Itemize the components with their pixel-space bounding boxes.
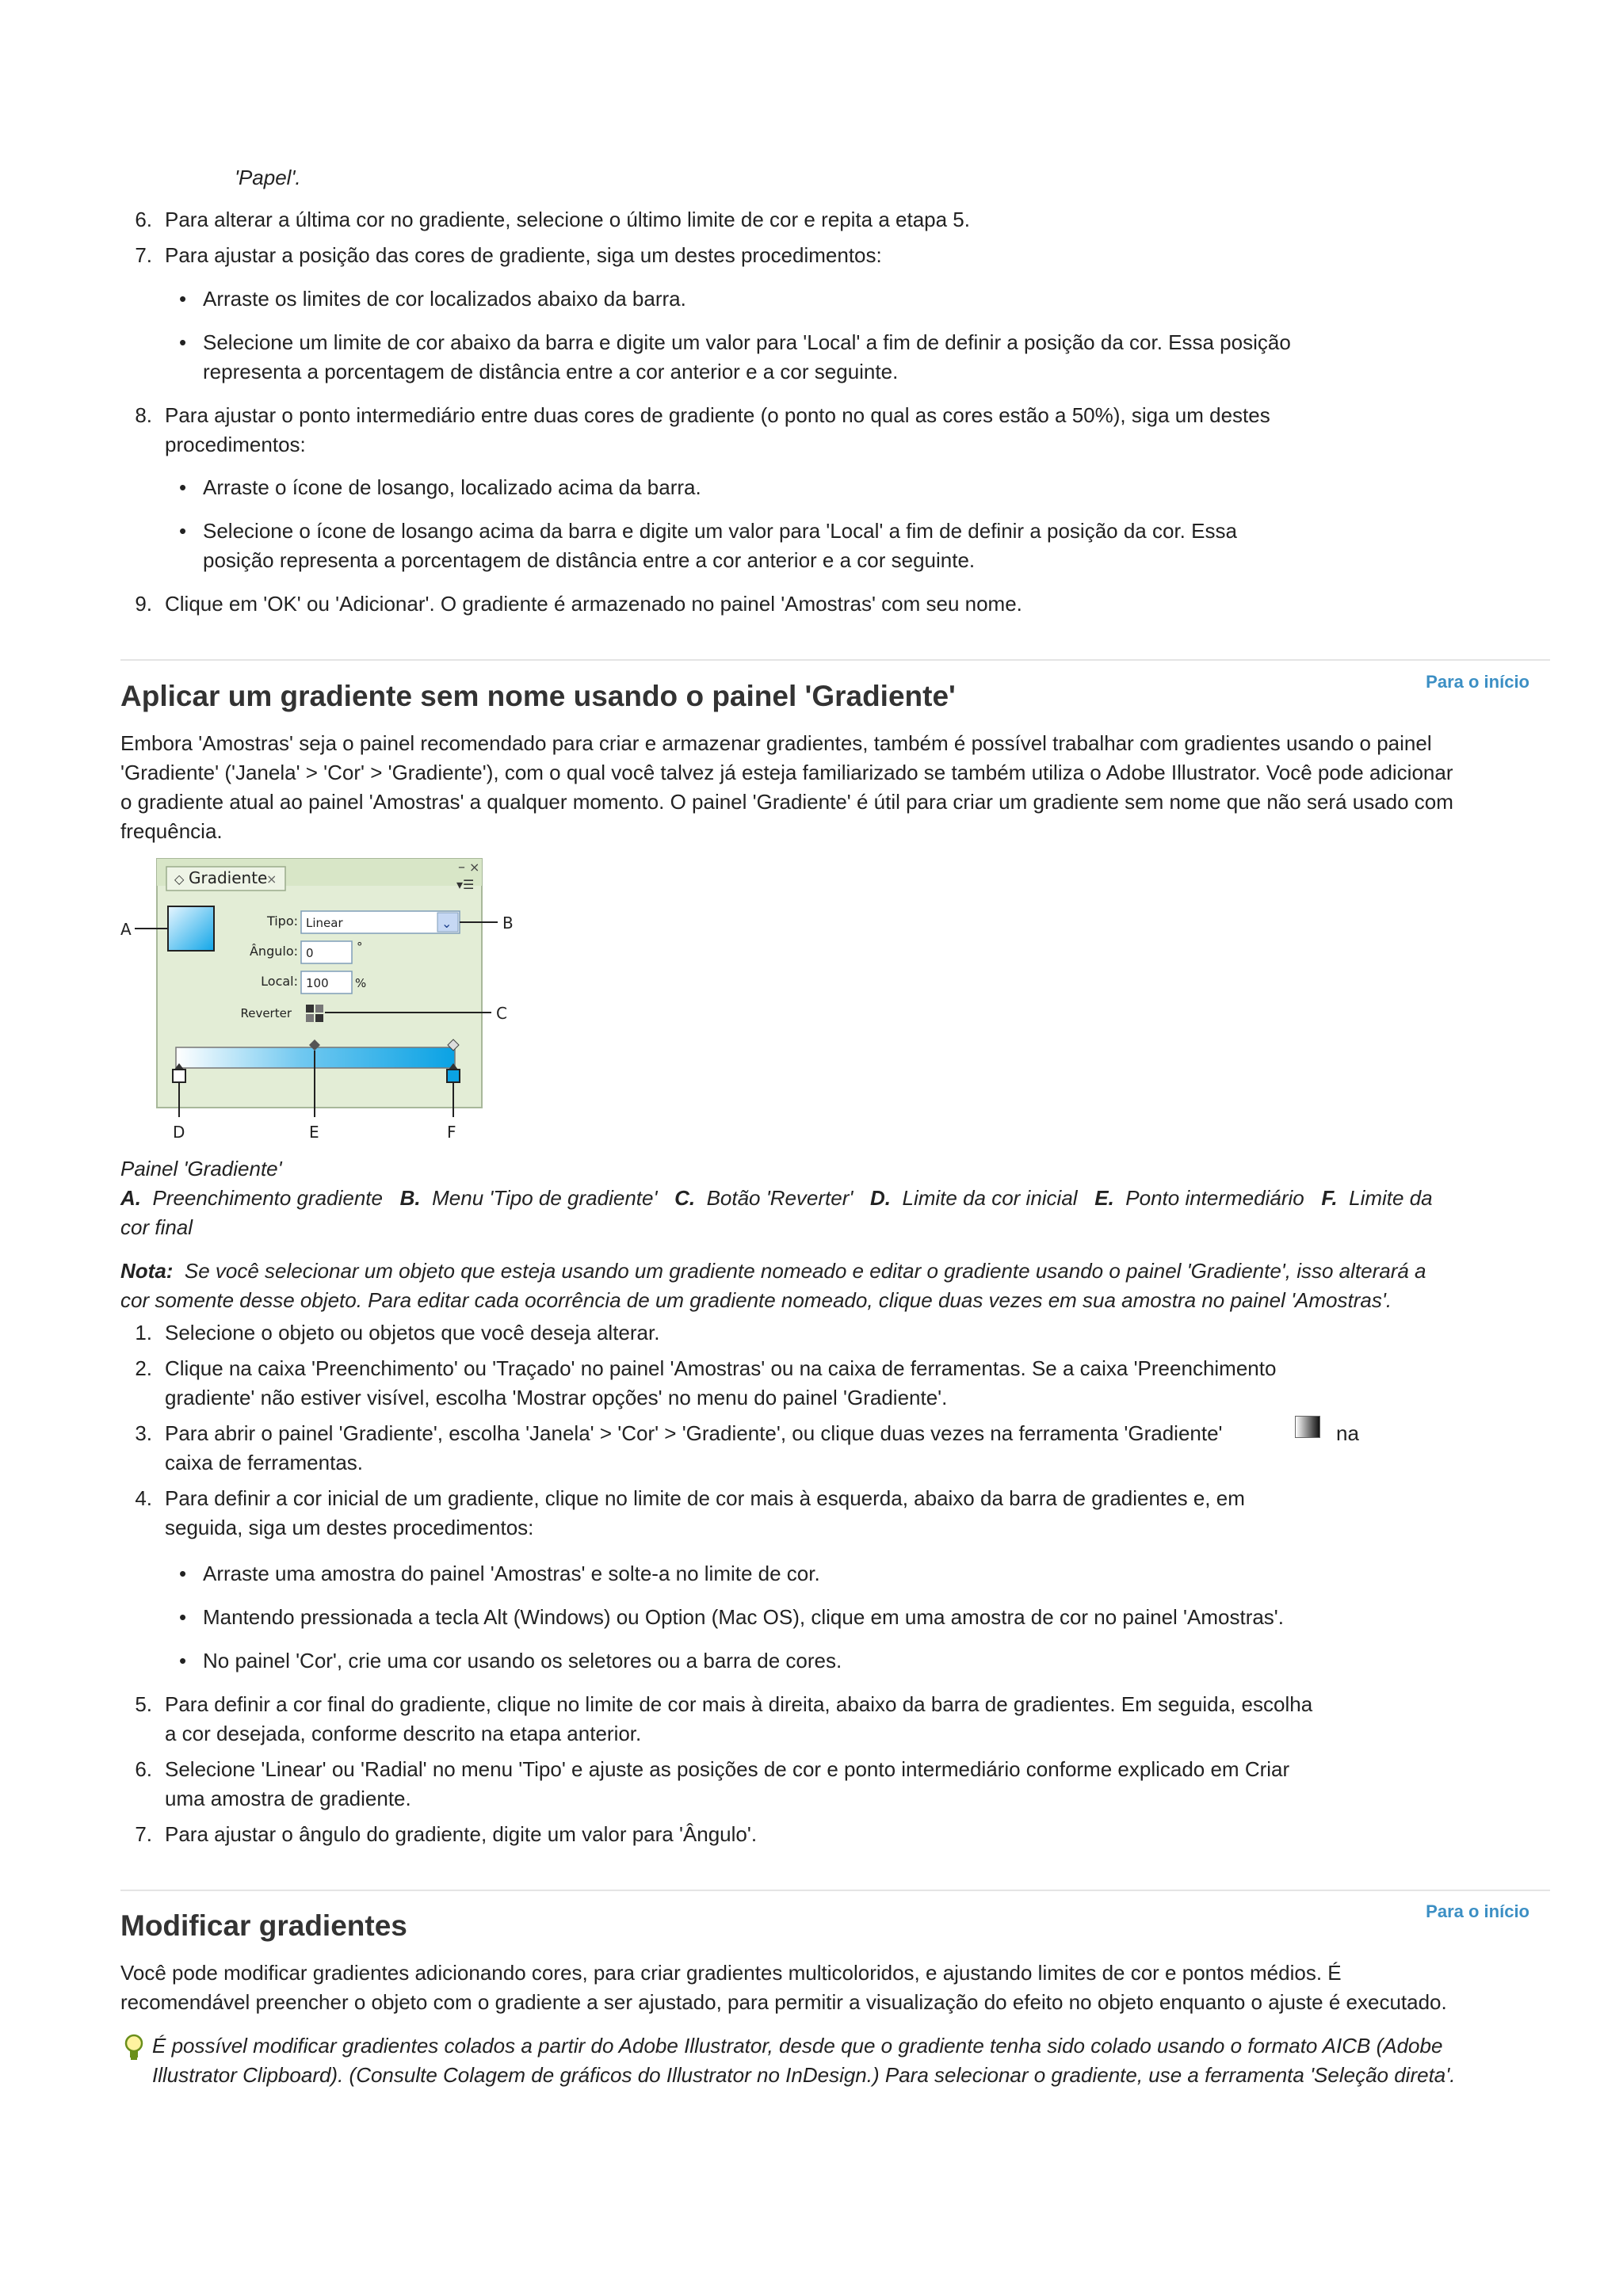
tipo-label: Tipo: xyxy=(266,913,298,929)
list-number: 1. xyxy=(135,1321,152,1344)
list-text: Selecione o objeto ou objetos que você deseja alterar. xyxy=(165,1321,660,1344)
panel-tab-label: Gradiente xyxy=(189,868,268,887)
caption-value: Preenchimento gradiente xyxy=(152,1186,383,1210)
section-title: Aplicar um gradiente sem nome usando o painel 'Gradiente' xyxy=(120,680,956,712)
tipo-value: Linear xyxy=(306,916,343,930)
reverter-label: Reverter xyxy=(240,1006,292,1020)
figure-caption-legend xyxy=(120,1184,1433,1213)
list-number: 6. xyxy=(135,1757,152,1781)
list-number: 7. xyxy=(135,243,152,267)
paragraph-line: Embora 'Amostras' seja o painel recomendado para criar e armazenar gradientes, também é possível trabalhar com gradientes usando o painel xyxy=(120,731,1432,755)
gradient-tool-icon xyxy=(1295,1416,1320,1438)
list-number: 5. xyxy=(135,1692,152,1716)
list-number: 3. xyxy=(135,1421,152,1445)
list-text: Para ajustar o ponto intermediário entre duas cores de gradiente (o ponto no qual as cores estão a 50%), siga um destes xyxy=(165,403,1270,427)
list-number: 4. xyxy=(135,1486,152,1510)
paragraph-line: recomendável preencher o objeto com o gradiente a ser ajustado, para permitir a visualização do efeito no objeto enquanto o ajuste é executado. xyxy=(120,1990,1447,2014)
gradient-fill-swatch xyxy=(168,906,214,951)
tab-arrows-icon: ◇ xyxy=(174,871,185,887)
tab-close-icon: × xyxy=(266,871,277,887)
list-text: Para definir a cor inicial de um gradiente, clique no limite de cor mais à esquerda, abaixo da barra de gradientes e, em xyxy=(165,1486,1245,1510)
list-text: procedimentos: xyxy=(165,433,306,456)
paragraph-line: 'Gradiente' ('Janela' > 'Cor' > 'Gradiente'), com o qual você talvez já esteja familiarizado se também utiliza o Adobe Illustrator. Você pode adicionar xyxy=(120,761,1453,784)
bullet-item: • Selecione um limite de cor abaixo da barra e digite um valor para 'Local' a fim de definir a posição da cor. Essa posição xyxy=(203,328,1291,357)
bullet-item: • Arraste uma amostra do painel 'Amostras' e solte-a no limite de cor. xyxy=(203,1559,820,1589)
list-text: a cor desejada, conforme descrito na etapa anterior. xyxy=(165,1722,642,1745)
caption-key: D. xyxy=(870,1186,892,1210)
bullet-item-continuation: representa a porcentagem de distância entre a cor anterior e a cor seguinte. xyxy=(203,360,899,383)
list-text: caixa de ferramentas. xyxy=(165,1451,364,1474)
bullet-item: • Mantendo pressionada a tecla Alt (Windows) ou Option (Mac OS), clique em uma amostra de cor no painel 'Amostras'. xyxy=(203,1603,1284,1632)
section-divider xyxy=(120,659,1550,661)
minimize-icon: – xyxy=(458,859,465,875)
list-text: Para ajustar a posição das cores de gradiente, siga um destes procedimentos: xyxy=(165,243,882,267)
caption-value: Ponto intermediário xyxy=(1125,1186,1304,1210)
gradient-panel-figure xyxy=(111,854,555,1155)
bullet-item: • Arraste os limites de cor localizados abaixo da barra. xyxy=(203,284,686,314)
tip-line: É possível modificar gradientes colados a partir do Adobe Illustrator, desde que o gradiente tenha sido colado usando o formato AICB (Adobe xyxy=(152,2034,1443,2058)
close-panel-icon: × xyxy=(469,860,480,875)
caption-key: E. xyxy=(1094,1186,1114,1210)
tip-text xyxy=(152,2031,1455,2090)
bullet-item: • Arraste o ícone de losango, localizado acima da barra. xyxy=(203,473,701,502)
list-text: Para definir a cor final do gradiente, clique no limite de cor mais à direita, abaixo da barra de gradientes. Em seguida, escolha xyxy=(165,1692,1313,1716)
top-fragment: 'Papel'. xyxy=(235,166,301,189)
figure-caption-title: Painel 'Gradiente' xyxy=(120,1157,282,1180)
paragraph-line: o gradiente atual ao painel 'Amostras' a qualquer momento. O painel 'Gradiente' é útil para criar um gradiente sem nome que não será usado com xyxy=(120,790,1453,814)
callout-C: C xyxy=(496,1004,507,1023)
list-text: Para ajustar o ângulo do gradiente, digite um valor para 'Ângulo'. xyxy=(165,1822,758,1846)
list-text: Clique na caixa 'Preenchimento' ou 'Traçado' no painel 'Amostras' ou na caixa de ferramentas. Se a caixa 'Preenchimento xyxy=(165,1356,1277,1380)
chevron-down-icon: ⌄ xyxy=(441,916,453,931)
local-unit: % xyxy=(355,976,367,990)
back-to-top-link[interactable]: Para o início xyxy=(1426,672,1529,692)
list-text: gradiente' não estiver visível, escolha 'Mostrar opções' no menu do painel 'Gradiente'. xyxy=(165,1386,948,1409)
caption-value: Limite da cor inicial xyxy=(902,1186,1078,1210)
caption-key: F. xyxy=(1321,1186,1338,1210)
list-number: 8. xyxy=(135,403,152,427)
list-text: Para alterar a última cor no gradiente, selecione o último limite de cor e repita a etapa 5. xyxy=(165,208,970,231)
paragraph-line: Você pode modificar gradientes adicionando cores, para criar gradientes multicoloridos, e ajustando limites de cor e pontos médios. É xyxy=(120,1961,1342,1985)
bullet-item-continuation: posição representa a porcentagem de distância entre a cor anterior e a cor seguinte. xyxy=(203,548,976,572)
list-text: Selecione 'Linear' ou 'Radial' no menu 'Tipo' e ajuste as posições de cor e ponto intermediário conforme explicado em Criar xyxy=(165,1757,1290,1781)
local-value: 100 xyxy=(306,976,329,990)
lightbulb-tip-icon xyxy=(122,2033,146,2061)
callout-A: A xyxy=(120,920,132,939)
panel-menu-icon: ▾☰ xyxy=(456,877,475,892)
list-text: Clique em 'OK' ou 'Adicionar'. O gradiente é armazenado no painel 'Amostras' com seu nome. xyxy=(165,592,1022,616)
caption-key: C. xyxy=(674,1186,696,1210)
angulo-value: 0 xyxy=(306,946,314,960)
list-number: 9. xyxy=(135,592,152,616)
caption-key: B. xyxy=(399,1186,421,1210)
caption-key: A. xyxy=(120,1186,141,1210)
list-text: na xyxy=(1336,1421,1359,1445)
section-paragraph xyxy=(120,1958,1447,2017)
note-line xyxy=(120,1257,1426,1286)
list-text: seguida, siga um destes procedimentos: xyxy=(165,1516,534,1539)
caption-value: Botão 'Reverter' xyxy=(706,1186,854,1210)
angulo-unit: ° xyxy=(357,940,363,954)
bullet-item: • Selecione o ícone de losango acima da barra e digite um valor para 'Local' a fim de definir a posição da cor. Essa xyxy=(203,517,1237,546)
callout-E: E xyxy=(309,1123,319,1142)
angulo-label: Ângulo: xyxy=(249,944,298,959)
list-text: Para abrir o painel 'Gradiente', escolha 'Janela' > 'Cor' > 'Gradiente', ou clique duas vezes na ferramenta 'Gradiente' xyxy=(165,1421,1223,1445)
list-number: 2. xyxy=(135,1356,152,1380)
note-text: Se você selecionar um objeto que esteja usando um gradiente nomeado e editar o gradiente usando o painel 'Gradiente', isso alterará a xyxy=(184,1259,1426,1283)
list-number: 7. xyxy=(135,1822,152,1846)
figure-caption-tail: cor final xyxy=(120,1215,193,1239)
back-to-top-link[interactable]: Para o início xyxy=(1426,1901,1529,1921)
list-number: 6. xyxy=(135,208,152,231)
note-line: cor somente desse objeto. Para editar cada ocorrência de um gradiente nomeado, clique duas vezes em sua amostra no painel 'Amostras'. xyxy=(120,1288,1392,1312)
section-divider xyxy=(120,1890,1550,1891)
tip-line: Illustrator Clipboard). (Consulte Colagem de gráficos do Illustrator no InDesign.) Para selecionar o gradiente, use a ferramenta 'Seleção direta'. xyxy=(152,2063,1456,2087)
caption-value: Menu 'Tipo de gradiente' xyxy=(432,1186,658,1210)
callout-B: B xyxy=(502,913,514,933)
paragraph-line: frequência. xyxy=(120,819,223,843)
callout-D: D xyxy=(173,1123,185,1142)
callout-F: F xyxy=(447,1123,456,1142)
caption-value: Limite da xyxy=(1349,1186,1433,1210)
bullet-item: • No painel 'Cor', crie uma cor usando os seletores ou a barra de cores. xyxy=(203,1646,842,1676)
note-label: Nota: xyxy=(120,1259,174,1283)
section-paragraph xyxy=(120,729,1555,846)
section-title: Modificar gradientes xyxy=(120,1909,407,1942)
list-text: uma amostra de gradiente. xyxy=(165,1787,411,1810)
local-label: Local: xyxy=(261,974,298,989)
